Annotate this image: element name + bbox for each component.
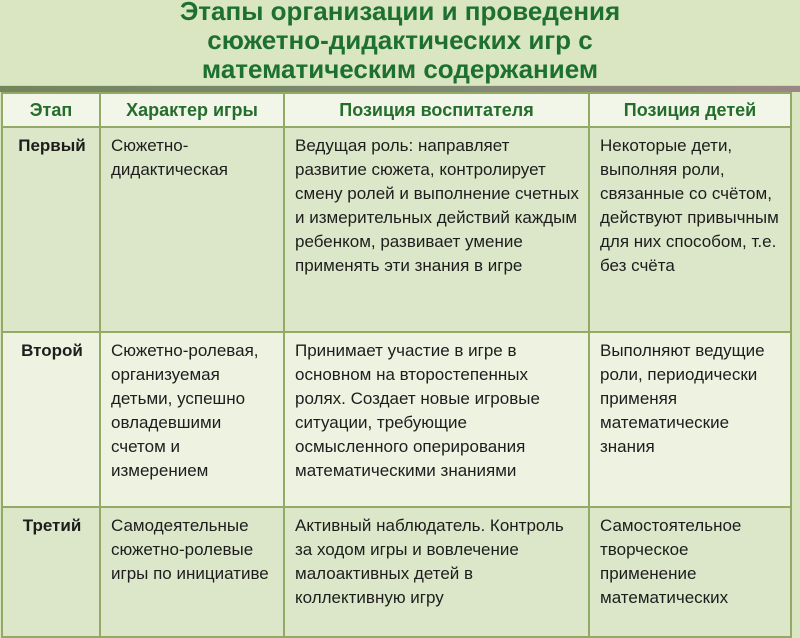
- children-cell: Выполняют ведущие роли, периодически применяя математические знания: [589, 332, 791, 507]
- stages-table: [1, 92, 792, 638]
- character-cell: Сюжетно-дидактическая: [100, 127, 284, 332]
- header-children: Позиция детей: [589, 93, 791, 127]
- children-cell: Самостоятельное творческое применение математических: [589, 507, 791, 637]
- table-row: [2, 127, 791, 332]
- teacher-cell: Ведущая роль: направляет развитие сюжета, контролирует смену ролей и выполнение счетных и измерительных действий каждым ребенком, развивает умение применять эти знания в игре: [284, 127, 589, 332]
- stage-cell: Третий: [2, 507, 100, 637]
- header-stage: Этап: [2, 93, 100, 127]
- stage-cell: Второй: [2, 332, 100, 507]
- character-cell: Самодеятельные сюжетно-ролевые игры по инициативе: [100, 507, 284, 637]
- teacher-cell: Активный наблюдатель. Контроль за ходом игры и вовлечение малоактивных детей в коллективную игру: [284, 507, 589, 637]
- table-row: [2, 507, 791, 637]
- stage-cell: Первый: [2, 127, 100, 332]
- slide-title: Этапы организации и проведения сюжетно-дидактических игр с математическим содержанием: [179, 0, 621, 84]
- table-header-row: [2, 93, 791, 127]
- title-separator-rule: [0, 85, 800, 92]
- character-cell: Сюжетно-ролевая, организуемая детьми, успешно овладевшими счетом и измерением: [100, 332, 284, 507]
- header-teacher: Позиция воспитателя: [284, 93, 589, 127]
- teacher-cell: Принимает участие в игре в основном на второстепенных ролях. Создает новые игровые ситуации, требующие осмысленного оперирования математическими знаниями: [284, 332, 589, 507]
- header-character: Характер игры: [100, 93, 284, 127]
- children-cell: Некоторые дети, выполняя роли, связанные со счётом, действуют привычным для них способом, т.е. без счёта: [589, 127, 791, 332]
- table-row: [2, 332, 791, 507]
